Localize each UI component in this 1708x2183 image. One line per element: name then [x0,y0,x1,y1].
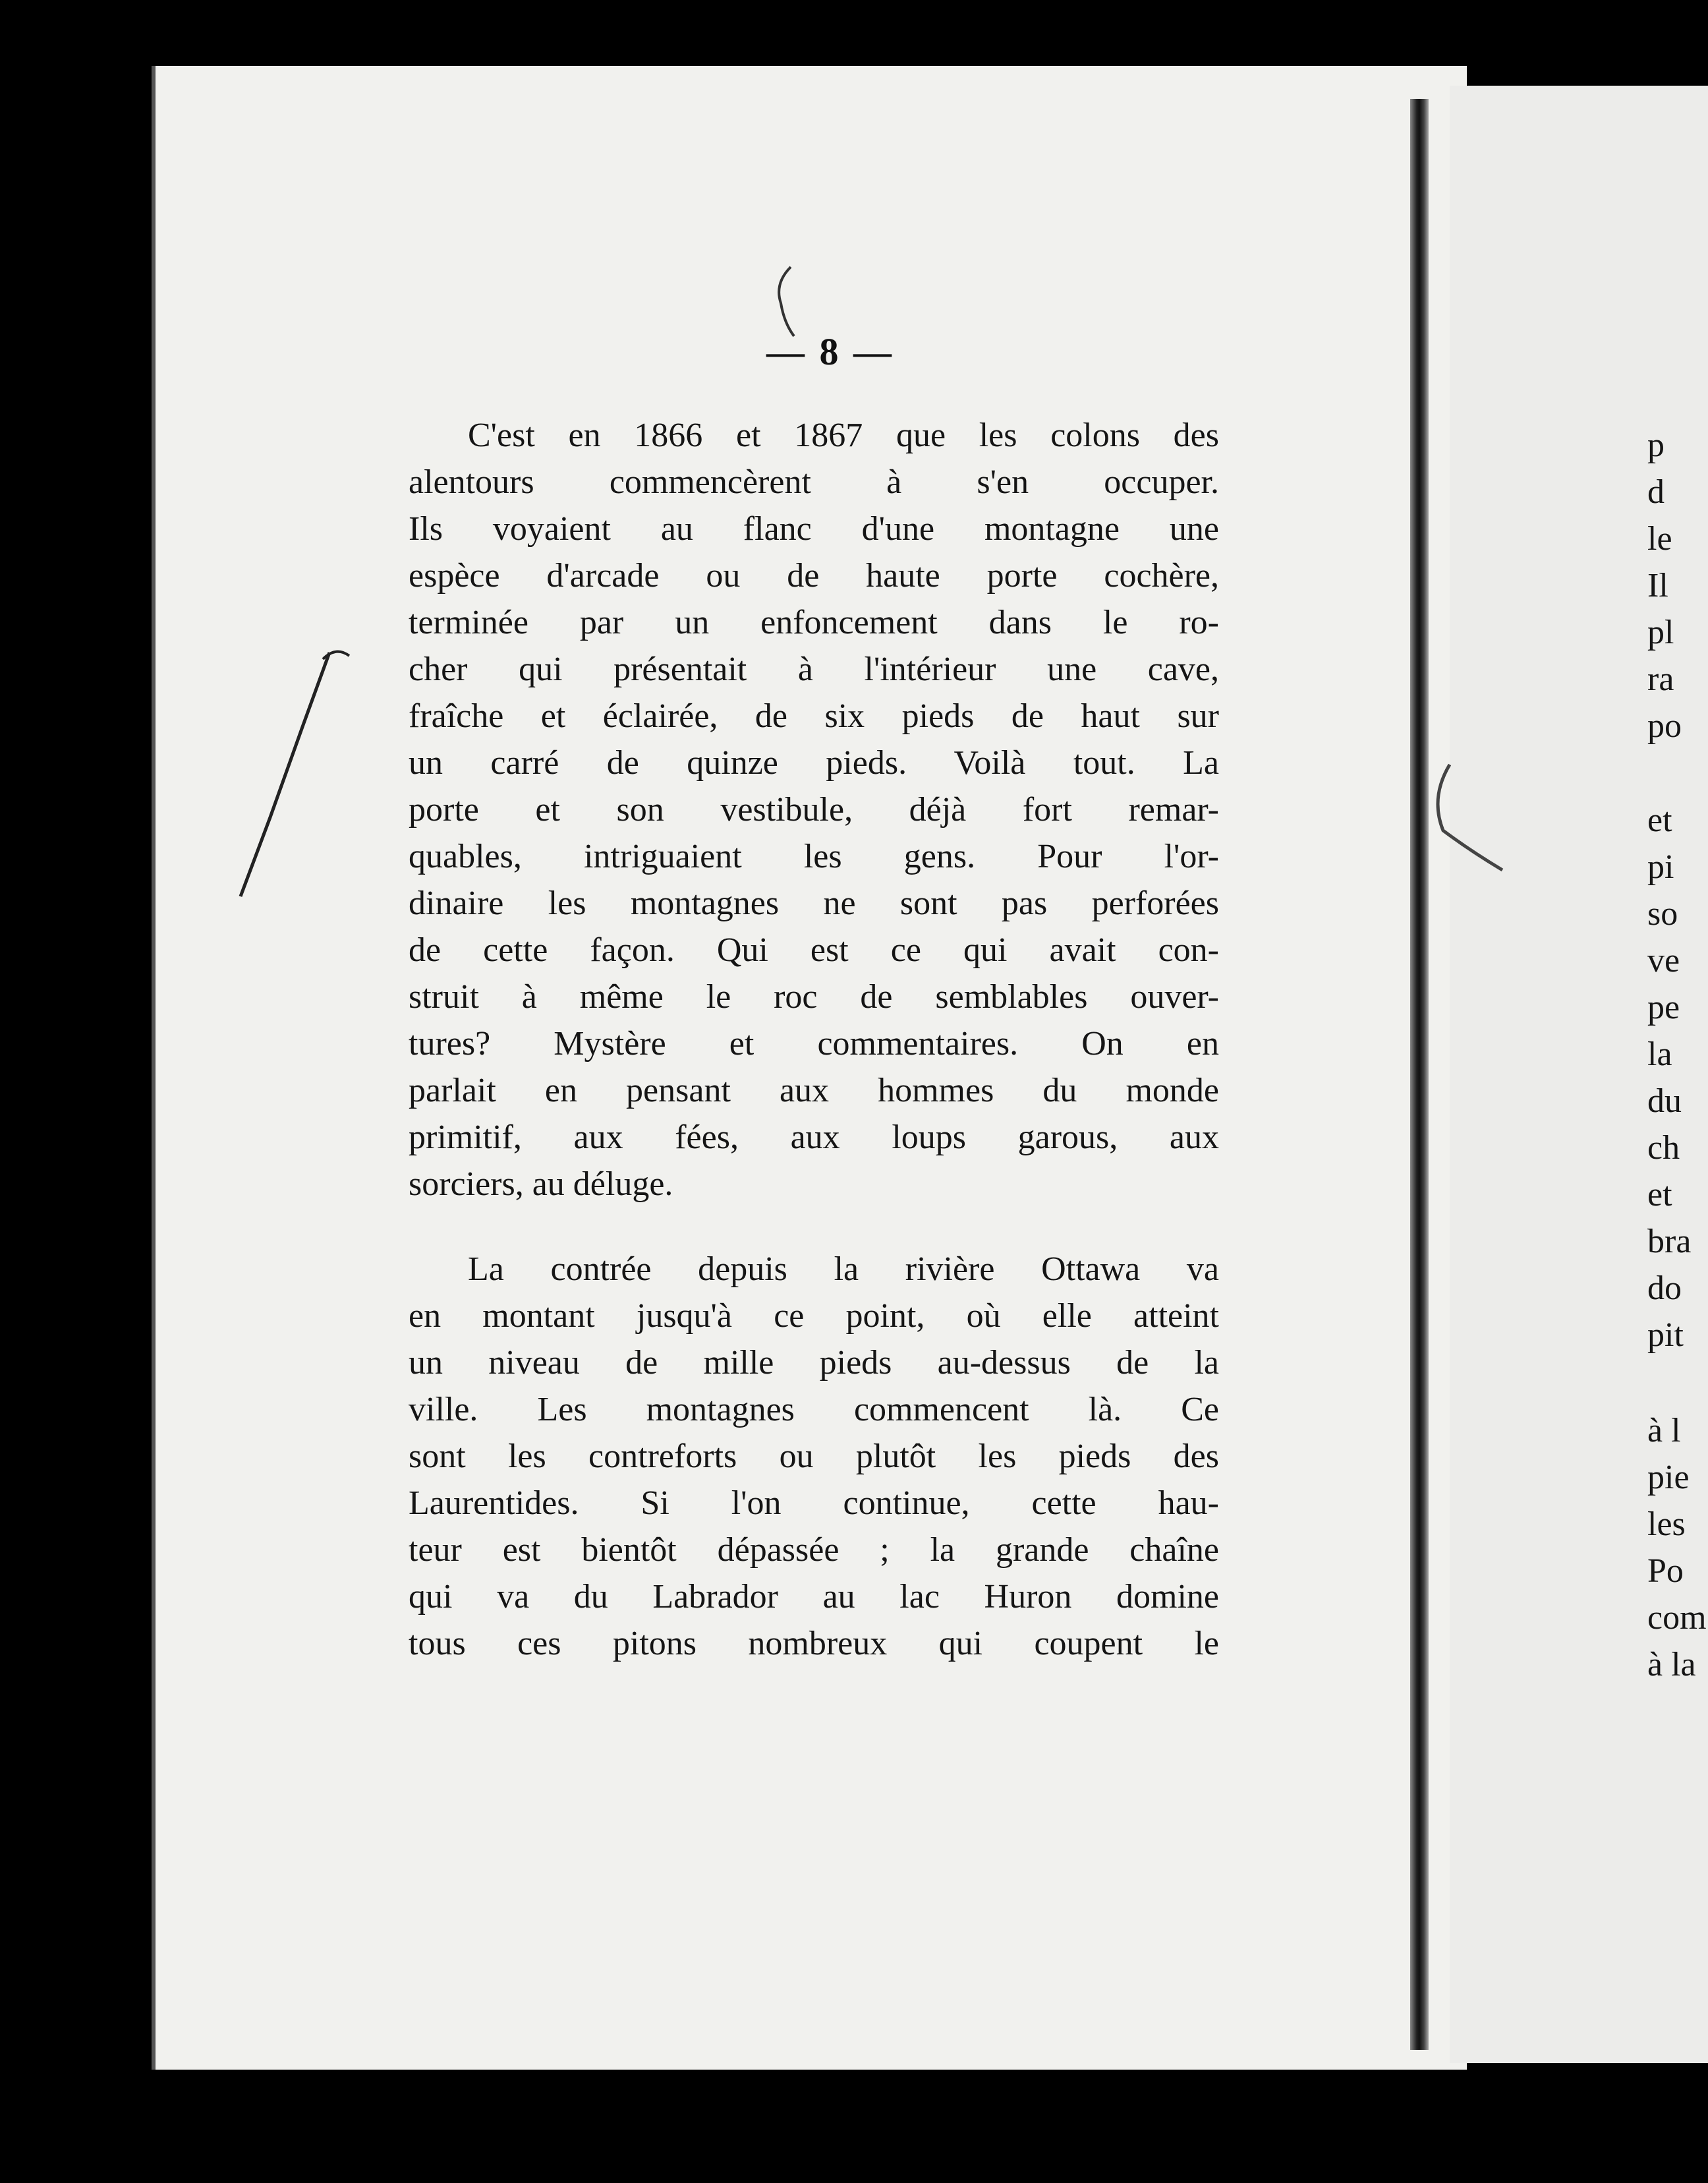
text-line: terminée par un enfoncement dans le ro- [409,604,1219,641]
text-line: espèce d'arcade ou de haute porte cochère, [409,557,1219,595]
fragment: le [1647,520,1672,558]
fragment: do [1647,1269,1682,1307]
text-line: tures? Mystère et commentaires. On en [409,1025,1219,1062]
text-line: alentours commencèrent à s'en occuper. [409,463,1219,501]
fragment: à la [1647,1646,1696,1683]
fragment: les [1647,1505,1686,1543]
fragment: la [1647,1035,1672,1073]
text-line: Ils voyaient au flanc d'une montagne une [409,510,1219,548]
text-line: qui va du Labrador au lac Huron domine [409,1578,1219,1615]
paragraph-1 [409,412,1219,1208]
text-line: La contrée depuis la rivière Ottawa va [468,1250,1219,1288]
fragment: pie [1647,1459,1690,1496]
body-text [409,412,1219,1667]
text-line: un carré de quinze pieds. Voilà tout. La [409,744,1219,782]
fragment: Po [1647,1552,1684,1590]
fragment: com [1647,1599,1707,1637]
text-line: teur est bientôt dépassée ; la grande chaîne [409,1531,1219,1569]
text-line: struit à même le roc de semblables ouver- [409,978,1219,1016]
text-line: sorciers, au déluge. [409,1165,673,1203]
text-line: quables, intriguaient les gens. Pour l'or- [409,838,1219,875]
text-line: Laurentides. Si l'on continue, cette hau- [409,1484,1219,1522]
text-line: dinaire les montagnes ne sont pas perforées [409,885,1219,922]
fragment: et [1647,801,1672,839]
text-line: un niveau de mille pieds au-dessus de la [409,1344,1219,1382]
text-line: ville. Les montagnes commencent là. Ce [409,1391,1219,1428]
fragment: et [1647,1176,1672,1213]
fragment: ra [1647,660,1674,698]
fragment: pl [1647,614,1674,651]
fragment: du [1647,1082,1682,1120]
text-line: de cette façon. Qui est ce qui avait con- [409,931,1219,969]
text-line: porte et son vestibule, déjà fort remar- [409,791,1219,829]
fragment: bra [1647,1223,1692,1260]
fragment: pit [1647,1316,1684,1354]
text-line: sont les contreforts ou plutôt les pieds des [409,1438,1219,1475]
text-line: en montant jusqu'à ce point, où elle atteint [409,1297,1219,1335]
text-line: C'est en 1866 et 1867 que les colons des [468,417,1219,454]
book-gutter [1410,99,1429,2050]
fragment: p [1647,426,1665,464]
text-line: tous ces pitons nombreux qui coupent le [409,1625,1219,1662]
text-line: fraîche et éclairée, de six pieds de haut sur [409,697,1219,735]
bracket-mark [1423,758,1516,890]
fragment: po [1647,707,1682,745]
fragment: d [1647,473,1665,511]
page-number: — 8 — [766,330,894,373]
text-line: parlait en pensant aux hommes du monde [409,1072,1219,1109]
paragraph-2 [409,1246,1219,1667]
facing-page-text-fragments [1647,422,1707,1688]
text-line: primitif, aux fées, aux loups garous, aux [409,1119,1219,1156]
fragment: so [1647,895,1678,933]
fragment: Il [1647,567,1668,604]
text-line: cher qui présentait à l'intérieur une cave, [409,651,1219,688]
margin-pencil-mark [224,646,356,910]
fragment: ve [1647,942,1680,979]
fragment: pe [1647,989,1680,1026]
fragment: pi [1647,848,1674,886]
fragment: à l [1647,1412,1681,1449]
fragment: ch [1647,1129,1680,1167]
